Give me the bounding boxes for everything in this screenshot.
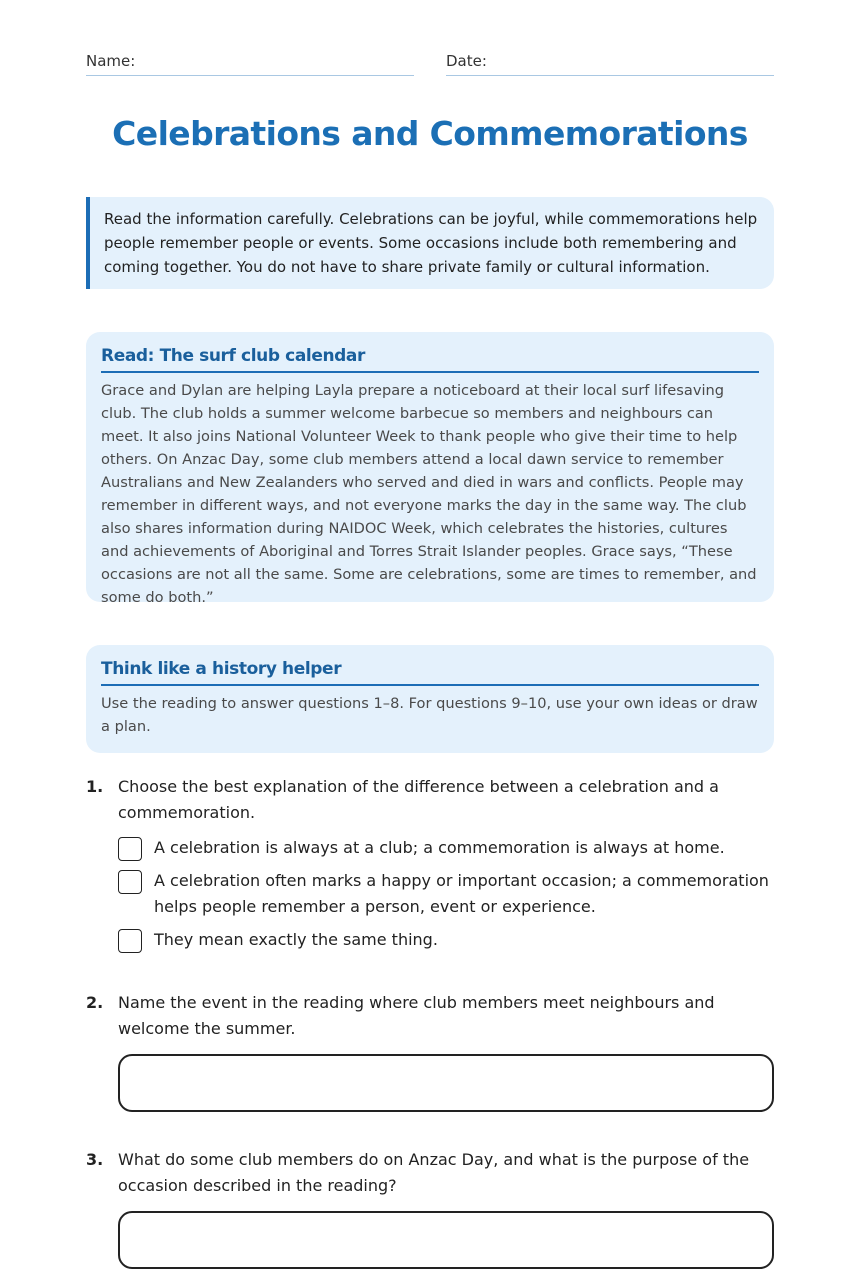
question-3 (86, 1147, 774, 1269)
option-checkbox[interactable] (118, 837, 142, 861)
page-title: Celebrations and Commemorations (112, 114, 748, 153)
helper-text: Use the reading to answer questions 1–8. For questions 9–10, use your own ideas or draw a plan. (101, 695, 758, 735)
question-number: 2. (86, 993, 104, 1012)
option-label: A celebration is always at a club; a commemoration is always at home. (154, 838, 725, 857)
question-text: What do some club members do on Anzac Day, and what is the purpose of the occasion described in the reading? (118, 1150, 750, 1195)
option-checkbox[interactable] (118, 870, 142, 894)
answer-box[interactable] (118, 1211, 774, 1269)
reading-heading: Read: The surf club calendar (101, 346, 759, 373)
option-label: They mean exactly the same thing. (154, 930, 438, 949)
option-checkbox[interactable] (118, 929, 142, 953)
student-fields (86, 52, 774, 76)
answer-box[interactable] (118, 1054, 774, 1112)
question-number: 1. (86, 777, 104, 796)
question-1 (86, 774, 774, 960)
reading-panel (86, 332, 774, 606)
option-row[interactable] (118, 835, 774, 861)
helper-heading: Think like a history helper (101, 659, 759, 686)
option-row[interactable] (118, 927, 774, 953)
answer-options (118, 835, 774, 953)
question-number: 3. (86, 1150, 104, 1169)
question-text: Choose the best explanation of the difference between a celebration and a commemoration. (118, 777, 719, 822)
reading-text: Grace and Dylan are helping Layla prepare a noticeboard at their local surf lifesaving club. The club holds a summer welcome barbecue so members and neighbours can meet. It also joins National Volunteer Week to thank people who give their time to help others. On Anzac Day, some club members attend a local dawn service to remember Australians and New Zealanders who served and died in wars and conflicts. People may remember in different ways, and not everyone marks the day in the same way. The club also shares information during NAIDOC Week, which celebrates the histories, cultures and achievements of Aboriginal and Torres Strait Islander peoples. Grace says, “These occasions are not all the same. Some are celebrations, some are times to remember, and some do both.” (101, 382, 757, 606)
option-row[interactable] (118, 868, 774, 920)
helper-panel (86, 645, 774, 753)
question-2 (86, 990, 774, 1112)
intro-callout: Read the information carefully. Celebrations can be joyful, while commemorations help people remember people or events. Some occasions include both remembering and coming together. You do not have to share private family or cultural information. (86, 197, 774, 289)
name-field[interactable]: Name: (86, 52, 414, 76)
option-label: A celebration often marks a happy or important occasion; a commemoration helps people remember a person, event or experience. (154, 871, 769, 916)
date-field[interactable]: Date: (446, 52, 774, 76)
question-text: Name the event in the reading where club members meet neighbours and welcome the summer. (118, 993, 715, 1038)
